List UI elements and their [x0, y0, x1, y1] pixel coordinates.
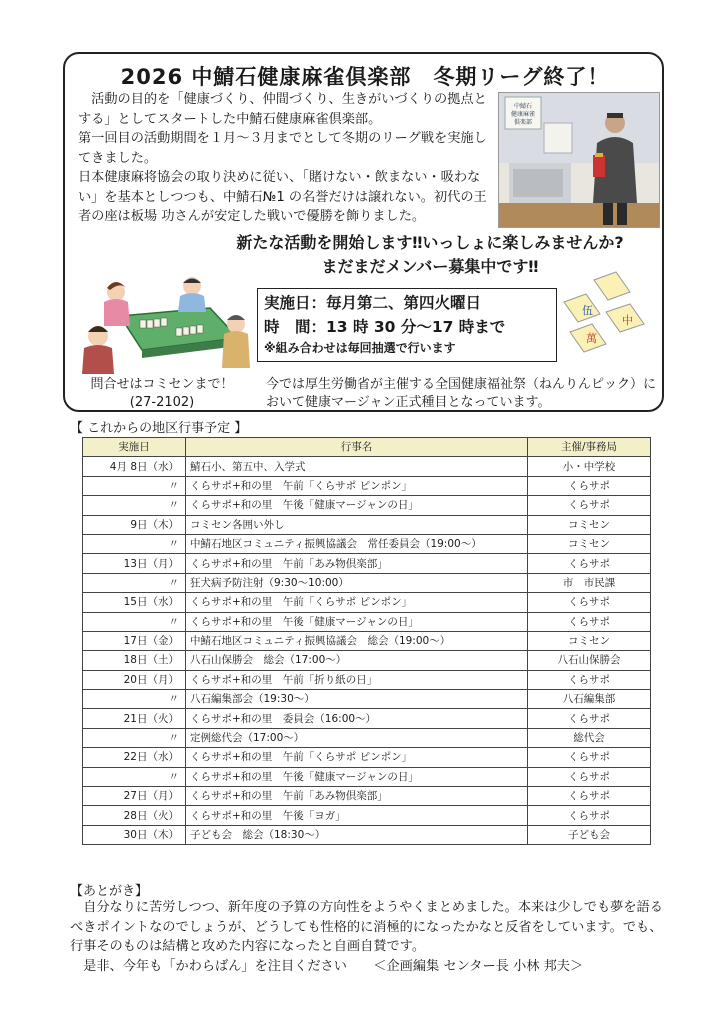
event-organizer: くらサポ — [528, 709, 651, 728]
event-organizer: くらサポ — [528, 496, 651, 515]
event-date: 〃 — [83, 728, 186, 747]
event-date: 4月 8日（水） — [83, 457, 186, 476]
event-date: 13日（月） — [83, 554, 186, 573]
event-date: 〃 — [83, 496, 186, 515]
schedule-box — [257, 288, 557, 362]
event-organizer: くらサポ — [528, 806, 651, 825]
event-organizer: くらサポ — [528, 787, 651, 806]
event-date: 〃 — [83, 573, 186, 592]
event-organizer: 小・中学校 — [528, 457, 651, 476]
table-row — [83, 612, 651, 631]
event-name: くらサポ+和の里 午後「健康マージャンの日」 — [186, 767, 528, 786]
intro-paragraph: 第一回目の活動期間を１月～３月までとして冬期のリーグ戦を実施してきました。 — [78, 131, 487, 166]
table-row — [83, 593, 651, 612]
event-organizer: コミセン — [528, 515, 651, 534]
event-organizer: 市 市民課 — [528, 573, 651, 592]
event-date: 27日（月） — [83, 787, 186, 806]
event-name: くらサポ+和の里 午前「あみ物倶楽部」 — [186, 787, 528, 806]
event-name: くらサポ+和の里 午前「くらサポ ピンポン」 — [186, 593, 528, 612]
schedule-days: 実施日：毎月第二、第四火曜日 — [264, 294, 482, 312]
afterword-title: 【あとがき】 — [70, 884, 149, 899]
event-organizer: 八石山保勝会 — [528, 651, 651, 670]
event-organizer: くらサポ — [528, 748, 651, 767]
event-organizer: くらサポ — [528, 554, 651, 573]
event-date: 〃 — [83, 612, 186, 631]
event-name: 中鯖石地区コミュニティ振興協議会 常任委員会（19:00～） — [186, 534, 528, 553]
table-row — [83, 573, 651, 592]
article-intro — [78, 90, 496, 227]
intro-paragraph: 活動の目的を「健康づくり、仲間づくり、生きがいづくりの拠点とする」としてスタートした中鯖石健康麻雀倶楽部。 — [78, 92, 487, 127]
event-date: 18日（土） — [83, 651, 186, 670]
table-row — [83, 787, 651, 806]
event-date: 30日（木） — [83, 825, 186, 844]
mahjong-tiles-icon — [560, 270, 660, 370]
event-date: 〃 — [83, 534, 186, 553]
event-date: 15日（水） — [83, 593, 186, 612]
event-name: くらサポ+和の里 午後「健康マージャンの日」 — [186, 612, 528, 631]
event-organizer: コミセン — [528, 534, 651, 553]
article-title: 2026 中鯖石健康麻雀倶楽部 冬期リーグ終了！ — [120, 65, 610, 89]
event-date: 17日（金） — [83, 631, 186, 650]
table-row — [83, 515, 651, 534]
event-name: 定例総代会（17:00～） — [186, 728, 528, 747]
event-name: くらサポ+和の里 午後「健康マージャンの日」 — [186, 496, 528, 515]
mahjong-tiles-illustration — [560, 270, 660, 370]
table-row — [83, 670, 651, 689]
table-row — [83, 651, 651, 670]
afterword-paragraph: 自分なりに苦労しつつ、新年度の予算の方向性をようやくまとめました。本来は少しでも夢を語るべきポイントなのでしょうが、どうしても性格的に消極的になったかなと反省をしています。でも、行事そのものは結構と攻めた内容になったと自画自賛です。 — [70, 900, 663, 954]
table-row — [83, 631, 651, 650]
table-row — [83, 534, 651, 553]
event-name: 鯖石小、第五中、入学式 — [186, 457, 528, 476]
table-row — [83, 767, 651, 786]
event-date: 22日（水） — [83, 748, 186, 767]
afterword-paragraph: 是非、今年も「かわらばん」を注目ください ＜企画編集 センター長 小林 邦夫＞ — [70, 958, 584, 974]
table-row — [83, 496, 651, 515]
event-date: 20日（月） — [83, 670, 186, 689]
event-date: 28日（火） — [83, 806, 186, 825]
events-table — [82, 437, 651, 845]
tile-label: 中 — [622, 314, 633, 327]
event-organizer: くらサポ — [528, 767, 651, 786]
schedule-note: ※組み合わせは毎回抽選で行います — [264, 341, 456, 355]
table-row — [83, 476, 651, 495]
table-row — [83, 709, 651, 728]
event-name: くらサポ+和の里 午前「くらサポ ピンポン」 — [186, 476, 528, 495]
events-header-row — [83, 438, 651, 457]
winner-photo-graphic — [499, 93, 659, 227]
event-organizer: くらサポ — [528, 670, 651, 689]
intro-paragraph: 日本健康麻将協会の取り決めに従い、「賭けない・飲まない・吸わない」を基本としつつも、中鯖石№1 の名誉だけは譲れない。初代の王者の座は板場 功さんが安定した戦いで優勝を飾りました。 — [78, 170, 487, 224]
event-organizer: 子ども会 — [528, 825, 651, 844]
event-name: コミセン各囲い外し — [186, 515, 528, 534]
column-header-organizer: 主催/事務局 — [528, 438, 651, 457]
events-body — [83, 457, 651, 845]
event-date: 〃 — [83, 767, 186, 786]
tile-label: 伍 — [582, 304, 593, 317]
event-organizer: くらサポ — [528, 476, 651, 495]
table-row — [83, 748, 651, 767]
table-row — [83, 825, 651, 844]
event-organizer: 総代会 — [528, 728, 651, 747]
contact-phone: (27-2102) — [129, 395, 195, 410]
event-organizer: 八石編集部 — [528, 690, 651, 709]
nenrinpic-note: 今では厚生労働省が主催する全国健康福祉祭（ねんりんピック）において健康マージャン正式種目となっています。 — [266, 377, 657, 410]
event-name: 中鯖石地区コミュニティ振興協議会 総会（19:00～） — [186, 631, 528, 650]
column-header-event: 行事名 — [186, 438, 528, 457]
table-row — [83, 728, 651, 747]
tile-label: 萬 — [586, 332, 597, 345]
table-row — [83, 457, 651, 476]
event-name: くらサポ+和の里 委員会（16:00～） — [186, 709, 528, 728]
event-date: 〃 — [83, 476, 186, 495]
table-row — [83, 554, 651, 573]
mahjong-players-illustration — [80, 268, 256, 376]
event-name: くらサポ+和の里 午前「くらサポ ピンポン」 — [186, 748, 528, 767]
poster-text: 健康麻雀 — [510, 111, 536, 118]
event-name: 八石山保勝会 総会（17:00～） — [186, 651, 528, 670]
mahjong-table-icon — [80, 268, 256, 376]
event-name: 子ども会 総会（18:30～） — [186, 825, 528, 844]
poster-text: 倶楽部 — [513, 119, 533, 126]
event-name: くらサポ+和の里 午前「あみ物倶楽部」 — [186, 554, 528, 573]
event-date: 〃 — [83, 690, 186, 709]
table-row — [83, 806, 651, 825]
event-name: くらサポ+和の里 午前「折り紙の日」 — [186, 670, 528, 689]
event-date: 21日（火） — [83, 709, 186, 728]
event-date: 9日（木） — [83, 515, 186, 534]
banner-line: 新たな活動を開始します‼いっしょに楽しみませんか? — [236, 233, 624, 252]
event-name: 八石編集部会（19:30～） — [186, 690, 528, 709]
column-header-date: 実施日 — [83, 438, 186, 457]
table-row — [83, 690, 651, 709]
contact-label: 問合せはコミセンまで！ — [90, 377, 234, 392]
events-section-title: 【 これからの地区行事予定 】 — [70, 421, 248, 436]
event-organizer: コミセン — [528, 631, 651, 650]
event-name: 狂犬病予防注射（9:30～10:00） — [186, 573, 528, 592]
banner-line: まだまだメンバー募集中です‼ — [321, 257, 539, 276]
contact-info — [74, 376, 250, 412]
afterword-text — [70, 898, 668, 976]
winner-photo — [498, 92, 660, 228]
poster-text: 中鯖石 — [513, 103, 533, 110]
event-organizer: くらサポ — [528, 593, 651, 612]
schedule-time: 時 間：13 時 30 分～17 時まで — [264, 318, 506, 336]
event-name: くらサポ+和の里 午後「ヨガ」 — [186, 806, 528, 825]
event-organizer: くらサポ — [528, 612, 651, 631]
